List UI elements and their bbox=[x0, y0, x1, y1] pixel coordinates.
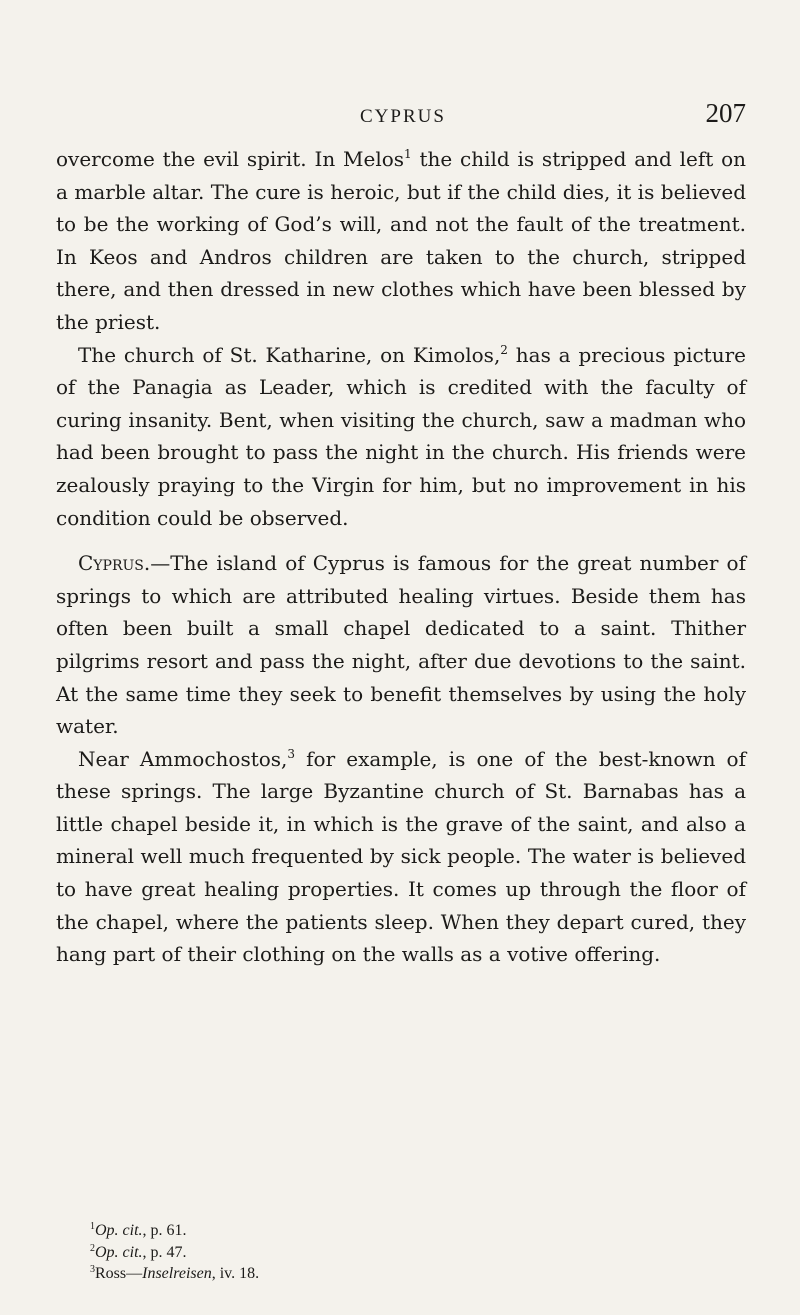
footnote-ref-title: Op. cit. bbox=[95, 1243, 143, 1261]
footnote-ref-title: Op. cit. bbox=[95, 1222, 143, 1239]
footnote-3 bbox=[90, 1263, 730, 1285]
footnote-author: Ross— bbox=[95, 1265, 143, 1282]
page-number: 207 bbox=[705, 98, 746, 128]
paragraph-2-text-b: has a precious picture of the Panagia as Leader, which is credited with the faculty of curing insanity. Bent, when visiting the church, saw a madman who had been brought to pass the night in the church. His friends were zealously praying to the Virgin for him, but no improvement in his condition could be observed. bbox=[56, 342, 746, 530]
footnote-2 bbox=[90, 1242, 730, 1264]
paragraph-3-text: —The island of Cyprus is famous for the great number of springs to which are attributed healing virtues. Beside them has often been built a small chapel dedicated to a saint. Thither pilgrims resort and pass the night, after due devotions to the saint. At the same time they seek to benefit themselves by using the holy water. bbox=[56, 551, 746, 739]
body-text bbox=[56, 143, 746, 971]
paragraph-2-text-a: The church of St. Katharine, on Kimolos, bbox=[78, 342, 501, 367]
paragraph-4 bbox=[56, 743, 746, 971]
section-heading: Cyprus. bbox=[78, 551, 151, 576]
footnote-ref-page: , p. 61. bbox=[142, 1222, 187, 1239]
running-head bbox=[56, 98, 746, 134]
paragraph-1-text-a: overcome the evil spirit. In Melos bbox=[56, 147, 405, 171]
paragraph-1 bbox=[56, 143, 746, 339]
footnote-ref-page: , p. 47. bbox=[142, 1243, 187, 1261]
footnote-ref-3: 3 bbox=[287, 746, 296, 761]
footnote-ref-1: 1 bbox=[404, 147, 412, 161]
footnote-number: 2 bbox=[90, 1242, 95, 1254]
paragraph-4-text-a: Near Ammochostos, bbox=[78, 746, 288, 771]
paragraph-2 bbox=[56, 339, 746, 535]
footnote-ref-page: , iv. 18. bbox=[211, 1265, 260, 1282]
footnotes bbox=[90, 1220, 730, 1285]
footnote-ref-title: Inselreisen bbox=[142, 1265, 212, 1282]
footnote-1 bbox=[90, 1220, 730, 1242]
paragraph-4-text-b: for example, is one of the best-known of these springs. The large Byzantine church of St. Barnabas has a little chapel beside it, in which is the grave of the saint, and also a mineral well much frequented by sick people. The water is believed to have great healing properties. It comes up through the floor of the chapel, where the patients sleep. When they depart cured, they hang part of their clothing on the walls as a votive offering. bbox=[56, 746, 746, 967]
paragraph-3 bbox=[56, 547, 746, 743]
footnote-number: 3 bbox=[90, 1264, 95, 1275]
footnote-number: 1 bbox=[90, 1221, 95, 1232]
running-title: CYPRUS bbox=[360, 106, 446, 127]
footnote-ref-2: 2 bbox=[500, 342, 508, 357]
paragraph-1-text-b: the child is stripped and left on a marble altar. The cure is heroic, but if the child dies, it is believed to be the working of God’s will, and not the fault of the treatment. In Keos and Andros children are taken to the church, stripped there, and then dressed in new clothes which have been blessed by the priest. bbox=[56, 147, 747, 334]
